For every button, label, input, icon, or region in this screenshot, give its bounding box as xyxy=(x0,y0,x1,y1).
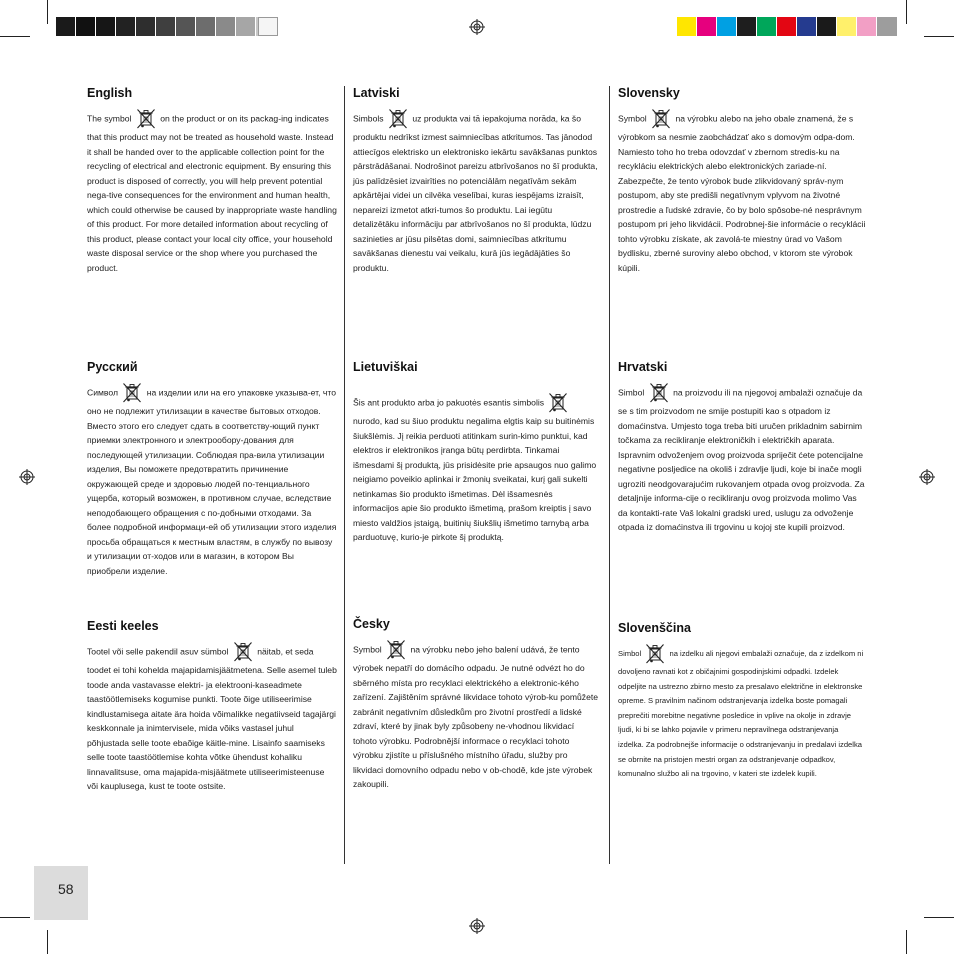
crop-mark xyxy=(924,917,954,918)
section-title: English xyxy=(87,86,133,100)
page-number: 58 xyxy=(58,881,74,897)
section-title: Eesti keeles xyxy=(87,619,159,633)
color-swatch xyxy=(777,17,796,36)
gray-swatch xyxy=(176,17,195,36)
section-title: Slovensky xyxy=(618,86,680,100)
crossed-out-wheeled-bin-icon xyxy=(649,382,669,404)
section-cesky xyxy=(353,617,599,792)
crossed-out-wheeled-bin-icon xyxy=(651,108,671,130)
crop-mark xyxy=(906,930,907,954)
crop-mark xyxy=(0,917,30,918)
section-english xyxy=(87,86,337,275)
section-text: Symbol na výrobku alebo na jeho obale znamená, že s výrobkom sa nesmie zaobchádzať ako s domovým odpa-dom. Namiesto toho ho treba odovzdať v zbernom stredis-ku na recykláciu elektrických alebo elektronických zariade-ní. Zabezpečte, že tento výrobok bude zlikvidovaný správ-nym postupom, aby ste predišli negatívnym vplyvom na životné prostredie a ľudské zdravie, čo by bolo spôsobe-né nesprávnym postupom pri jeho likvidácii. Podrobnej-šie informácie o recyklácii tohto výrobku získate, ak zavolá-te miestny úrad vo Vašom bydlisku, zberné suroviny alebo obchod, v ktorom ste výrobok kúpili. xyxy=(618,108,866,275)
gray-swatch xyxy=(258,17,278,36)
gray-swatch xyxy=(76,17,95,36)
color-swatch xyxy=(877,17,897,36)
column-divider xyxy=(344,86,345,864)
gray-swatch xyxy=(196,17,215,36)
crossed-out-wheeled-bin-icon xyxy=(548,392,568,414)
registration-mark-icon xyxy=(919,469,935,485)
crossed-out-wheeled-bin-icon xyxy=(645,643,665,665)
section-title: Русский xyxy=(87,360,138,374)
crossed-out-wheeled-bin-icon xyxy=(233,641,253,663)
section-hrvatski xyxy=(618,360,866,535)
section-text: Simbols uz produkta vai tā iepakojuma norāda, ka šo produktu nedrīkst izmest saimniecības atkritumos. Tas jānodod attiecīgos elektrisko un elektronisko iekārtu savākšanas punktos pārstrādāšanai. Nodrošinot pareizu atbrīvošanos no šī produkta, jūs palīdzēsiet izvairīties no potenciālām negatīvām sekām apkārtējai videi un cilvēka veselībai, kuras iespējams izraisīt, nepareizi izmetot atkri-tumos šo produktu. Lai iegūtu detalizētāku informāciju par atbrīvošanos no šī produkta, lūdzu sazinieties ar jūsu pilsētas domi, saimniecības atkritumu savākšanas dienestu vai veikalu, kurā jūs iegādājāties šo produktu. xyxy=(353,108,599,275)
gray-swatch xyxy=(96,17,115,36)
gray-swatch xyxy=(56,17,75,36)
crop-mark xyxy=(47,930,48,954)
crop-mark xyxy=(906,0,907,24)
section-text: Символ на изделии или на его упаковке указыва-ет, что оно не подлежит утилизации в качестве бытовых отходов. Вместо этого его следует сдать в соответству-ющий пункт приемки электронного и электрообору-дования для последующей утилизации. Соблюдая пра-вила утилизации изделия, Вы поможете предотвратить причинение окружающей среде и здоровью людей по-тенциального ущерба, который возможен, в противном случае, вследствие неподобающего обращения с по-добными отходами. За более подробной информаци-ей об утилизации этого изделия просьба обращаться к местным властям, в службу по вывозу и утилизации от-ходов или в магазин, в котором Вы приобрели изделие. xyxy=(87,382,337,578)
section-latviski xyxy=(353,86,599,275)
color-swatch xyxy=(697,17,716,36)
section-title: Latviski xyxy=(353,86,400,100)
color-swatch xyxy=(797,17,816,36)
section-lietuviskai xyxy=(353,360,599,545)
crop-mark xyxy=(47,0,48,24)
registration-mark-icon xyxy=(469,19,485,35)
gray-swatch xyxy=(236,17,255,36)
crossed-out-wheeled-bin-icon xyxy=(122,382,142,404)
section-text: Simbol na proizvodu ili na njegovoj ambalaži označuje da se s tim proizvodom ne smije postupiti kao s otpadom iz domaćinstva. Umjesto toga treba biti uručen prikladnim sabirnim točkama za recikliranje elektroničkih i električkih aparata. Ispravnim odvoženjem ovog proizvoda spriječit ćete potencijalne negativne posljedice na okoliš i zdravlje ljudi, koje bi inače mogli ugroziti neodgovarajućim rukovanjem otpada ovog proizvoda. Za detaljnije informa-cije o recikliranju ovog proizvoda molimo Vas da kontakti-rate Vaš lokalni gradski ured, uslugu za odvoženje otpada iz domaćinstva ili trgovinu u kojoj ste kupili proizvod. xyxy=(618,382,866,535)
crossed-out-wheeled-bin-icon xyxy=(388,108,408,130)
color-swatch xyxy=(757,17,776,36)
crossed-out-wheeled-bin-icon xyxy=(386,639,406,661)
color-swatch xyxy=(717,17,736,36)
gray-swatch xyxy=(136,17,155,36)
color-swatch xyxy=(837,17,856,36)
column-divider xyxy=(609,86,610,864)
section-title: Lietuviškai xyxy=(353,360,418,374)
color-swatch xyxy=(857,17,876,36)
color-swatch xyxy=(817,17,836,36)
section-text: Simbol na izdelku ali njegovi embalaži označuje, da z izdelkom ni dovoljeno ravnati kot z običajnimi gospodinjskimi odpadki. Izdelek odpeljite na ustrezno zbirno mesto za presalavo električne in elektronske opreme. S pravilnim načinom odstranjevanja izdelka boste pomagali preprečiti morebitne negativne posledice in vplive na okolje in zdravje ljudi, ki bi se lahko pojavile v primeru nepravilnega odstranjevanja izdelka. Za podrobnejše informacije o odstranjevanju in predalavi izdelka se obrnite na pristojen mestri organ za odstranjevanje odpadkov, komunalno službo ali na trgovino, v kateri ste izdelek kupili. xyxy=(618,643,866,782)
registration-mark-icon xyxy=(19,469,35,485)
crossed-out-wheeled-bin-icon xyxy=(136,108,156,130)
gray-swatch xyxy=(156,17,175,36)
crop-mark xyxy=(0,36,30,37)
section-eesti xyxy=(87,619,337,794)
section-slovensky xyxy=(618,86,866,275)
crop-mark xyxy=(924,36,954,37)
color-swatch xyxy=(737,17,756,36)
section-text: Šis ant produkto arba jo pakuotės esantis simbolis nurodo, kad su šiuo produktu negalima elgtis kaip su buitinėmis šiukšlėmis. Jį reikia perduoti atitinkam surin-kimo punktui, kad elektros ir elektronikos įranga būtų perdirbta. Tinkamai išmesdami šį produktą, jūs prisidėsite prie apsaugos nuo galimo neigiamo poveikio aplinkai ir žmonių sveikatai, kurį gali sukelti netinkamas šio produkto išmetimas. Dėl išsamesnės informacijos apie šio produkto išmetimą, prašom kreiptis į savo miesto valdžios įstaigą, buitinių šiukšlių išmetimo tarnybą arba parduotuvę, kurio-je pirkote šį produktą. xyxy=(353,392,599,545)
color-swatch xyxy=(677,17,696,36)
registration-mark-icon xyxy=(469,918,485,934)
section-title: Hrvatski xyxy=(618,360,668,374)
gray-swatch xyxy=(116,17,135,36)
section-text: The symbol on the product or on its packag-ing indicates that this product may not be treated as household waste. Instead it shall be handed over to the applicable collection point for the recycling of electrical and electronic equipment. By ensuring this product is disposed of correctly, you will help prevent potential nega-tive consequences for the environment and human health, which could otherwise be caused by inappropriate waste handling of this product. For more detailed information about recycling of this product, please contact your local city office, your household waste disposal service or the shop where you purchased the product. xyxy=(87,108,337,275)
section-text: Symbol na výrobku nebo jeho balení udává, že tento výrobek nepatří do domácího odpadu. Je nutné odvézt ho do sběrného místa pro recyklaci elektrického a elektronic-kého zařízení. Zajištěním správné likvidace tohoto výrob-ku pomůžete zabránit negativním důsledkům pro životní prostředí a lidské zdraví, které by jinak byly způsobeny ne-vhodnou likvidací tohoto výrobku. Podrobnější informace o recyklaci tohoto výrobku zjistíte u příslušného místního úřadu, služby pro likvidaci domovního odpadu nebo v ob-chodě, kde jste výrobek zakoupili. xyxy=(353,639,599,792)
section-russian xyxy=(87,360,337,578)
section-title: Česky xyxy=(353,617,390,631)
section-slovenscina xyxy=(618,621,866,782)
gray-swatch xyxy=(216,17,235,36)
section-title: Slovenščina xyxy=(618,621,691,635)
section-text: Tootel või selle pakendil asuv sümbol näitab, et seda toodet ei tohi kohelda majapidamisjäätmetena. Selle asemel tuleb toode anda vastavasse elektri- ja elektrooni-kaseadmete taastöötlemiseks kogumise punkti. Toote õige utiliseerimise kindlustamisega aitate ära hoida võimalikke negatiivseid tagajärgi keskkonnale ja inimtervisele, mida võiks vastasel juhul põhjustada selle toote ebaõige käitle-mine. Lisainfo saamiseks selle toote taastöötlemise kohta võtke ühendust kohaliku linnavalitsuse, oma majapida-misjäätmete utiliseerimisteenuse või kauplusega, kust te toote ostsite. xyxy=(87,641,337,794)
